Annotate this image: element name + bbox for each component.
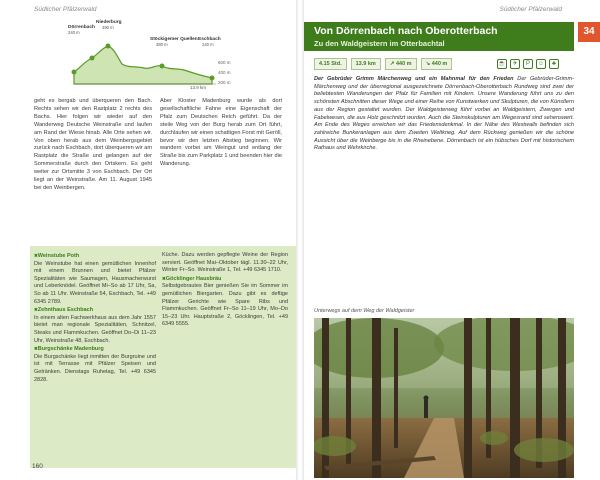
profile-label: 490 m: [102, 25, 114, 30]
descent-stat: ↘ 440 m: [421, 58, 453, 70]
parking-icon: P: [523, 59, 533, 69]
profile-level-label: 200 m: [218, 80, 231, 85]
train-icon: ✈: [510, 59, 520, 69]
descent-value: 440 m: [431, 61, 448, 67]
profile-level-label: 400 m: [218, 70, 231, 75]
running-head: Südlicher Pfälzerwald: [499, 6, 562, 13]
info-text: Die Weinstube hat einen gemütlichen Innenhof mit einem Brunnen und bietet Pfälzer Spezialitäten wie Saumagen, Hausmacherwurst und Leberknödel. Geöffnet Mi–So ab 17 Uhr, Sa, So ab 11 Uhr. Weinstraße 54, Eschbach, Tel. +49 6345 2789.: [34, 260, 156, 305]
profile-area: [74, 46, 212, 84]
info-column-2: [162, 252, 288, 329]
info-heading: ✖ Weinstube Poth: [34, 252, 156, 261]
right-page: [304, 0, 600, 480]
title-band: [304, 22, 574, 51]
book-gutter: [296, 0, 304, 480]
info-text: Küche. Dazu werden gepflegte Weine der Region serviert. Geöffnet Mai–Oktober tägl. 11.30–22 Uhr, Winter Fr–So. Weinstraße 1, Tel. +49 6345 1710.: [162, 252, 288, 274]
info-heading: ✖ Burgschänke Madenburg: [34, 345, 156, 354]
photo-caption: Unterwegs auf dem Weg der Waldgeister: [314, 308, 415, 314]
body-text: Aber Kloster Madenburg wurde als dort gesellschaftliche Fahne eine Eigenschaft der Pfalz zum Deutschen Reich geführt. Da der steile Weg von der Burg herab zum Ort führt, durchlaufen wir einen schattigen Forst mit Geröll, bevor wir den letzten Abstieg beginnen. Wir wandern vorbei am Weingut und entlang der Straße bis zum Parkplatz 1 und beenden hier die Wanderung.: [160, 98, 282, 168]
profile-distance: 13.9 km: [190, 85, 207, 90]
body-column-2: [160, 98, 282, 169]
profile-level-label: 600 m: [218, 60, 231, 65]
dog-icon: ♣: [549, 59, 559, 69]
ascent-value: 440 m: [395, 61, 412, 67]
intro-lead: Der Gebrüder Grimm Märchenweg und ein Mahnmal für den Frieden: [314, 76, 514, 82]
running-head: Südlicher Pfälzerwald: [34, 6, 97, 13]
tour-symbols: [496, 59, 559, 69]
left-page: [0, 0, 296, 480]
tour-stats: [314, 58, 452, 70]
info-heading: ✖ Göcklinger Hausbräu: [162, 275, 288, 284]
ascent-stat: ↗ 440 m: [385, 58, 417, 70]
profile-label: Eschbach: [198, 37, 221, 42]
tour-number-tab: 34: [578, 22, 600, 42]
restaurant-icon: ☕: [498, 61, 506, 67]
tour-subtitle: Zu den Waldgeistern im Otterbachtal: [314, 39, 445, 48]
intro-text: Der Gebrüder-Grimm-Märchenweg und der überregional ausgezeichnete Dörrenbach-Oberotterbach Rundweg sind zwei der beliebtesten Wanderungen der Pfalz für Familien mit Kindern. Unsere Wanderung führt uns zu den schönsten Abschnitten dieser Wege und einer Reihe von Kunstwerken und Skulpturen, die von Künstlern aus der Region gestaltet wurden. Der Waldgeisterweg führt vorbei an Waldgeistern, Zwergen und Fabelwesen, die aus Holz geschnitzt wurden. Auch die Steinskulpturen am Wegesrand sind sehenswert. Am Ende des Weges erreichen wir das Friedensdenkmal. In der Nähe des Westwalls befinden sich zahlreiche Bunkeranlagen aus dem Zweiten Weltkrieg. Auf dem Rückweg genießen wir die schöne Aussicht über die Weinberge bis in die Rheinebene. Dörrenbach ist ein hübsches Dorf mit historischem Rathaus und Wehrkirche.: [314, 76, 574, 152]
profile-label: 240 m: [68, 30, 80, 35]
profile-label: Stöckigemer Quellen: [150, 37, 198, 42]
tour-title: Von Dörrenbach nach Oberotterbach: [314, 25, 498, 37]
duration-stat: 4.15 Std.: [314, 58, 347, 70]
profile-label: Niederburg: [96, 20, 122, 25]
profile-label: Dörrenbach: [68, 25, 95, 30]
body-text: geht es bergab und überqueren den Bach. Rechts sehen wir den Rastplatz 2 rechts des Bachs. Hier folgen wir wieder auf den Wanderweg Deutsche Weinstraße und laufen am Rand der Wiese hinab. Alle Orte sehen wir. Von oben herab aus dem Weinbergsgebiet zurück nach Eschbach, dort überqueren wir am Rastplatz die Straße und gelangen auf der Sommerstraße durch den Ortskern. Es geht weiter zur Ortsmitte 3 von Eschbach. Der Ort liegt an der Weinstraße. Am 11. August 1945 bei den Weinbergen.: [34, 98, 152, 191]
elevation-profile: [66, 18, 234, 90]
info-text: Die Burgschänke liegt inmitten der Burgruine und ist mit Terrasse mit Pfälzer Speisen und Getränken. Dienstags Ruhetag, Tel. +49 6345 2828.: [34, 353, 156, 383]
page-number: 160: [32, 463, 43, 470]
info-heading: ✖ Zehnthaus Eschbach: [34, 306, 156, 315]
tour-intro: [314, 76, 574, 153]
profile-label: 240 m: [202, 42, 214, 47]
info-column-1: [34, 252, 156, 384]
forest-photo: [314, 318, 574, 478]
child-icon: ☺: [537, 61, 545, 67]
info-text: In einem alten Fachwerkhaus aus dem Jahr 1557 bietet man regionale Spezialitäten, Schnitzel, Steaks und Flammkuchen. Geöffnet Do–Di 11–23 Uhr, Weinstraße 48, Eschbach.: [34, 314, 156, 344]
profile-label: 380 m: [156, 42, 168, 47]
body-column-1: [34, 98, 152, 193]
info-text: Selbstgebrautes Bier genießen Sie im Sommer im gemütlichen Biergarten. Dazu gibt es deftige Pfälzer Gerichte wie Spare Ribs und Flammkuchen. Geöffnet Fr–So 11–19 Uhr, Mo–Do 15–23 Uhr. Hauptstraße 2, Göcklingen, Tel. +49 6349 5555.: [162, 283, 288, 328]
distance-stat: 13.9 km: [351, 58, 381, 70]
restaurant-info-box: [30, 246, 296, 468]
